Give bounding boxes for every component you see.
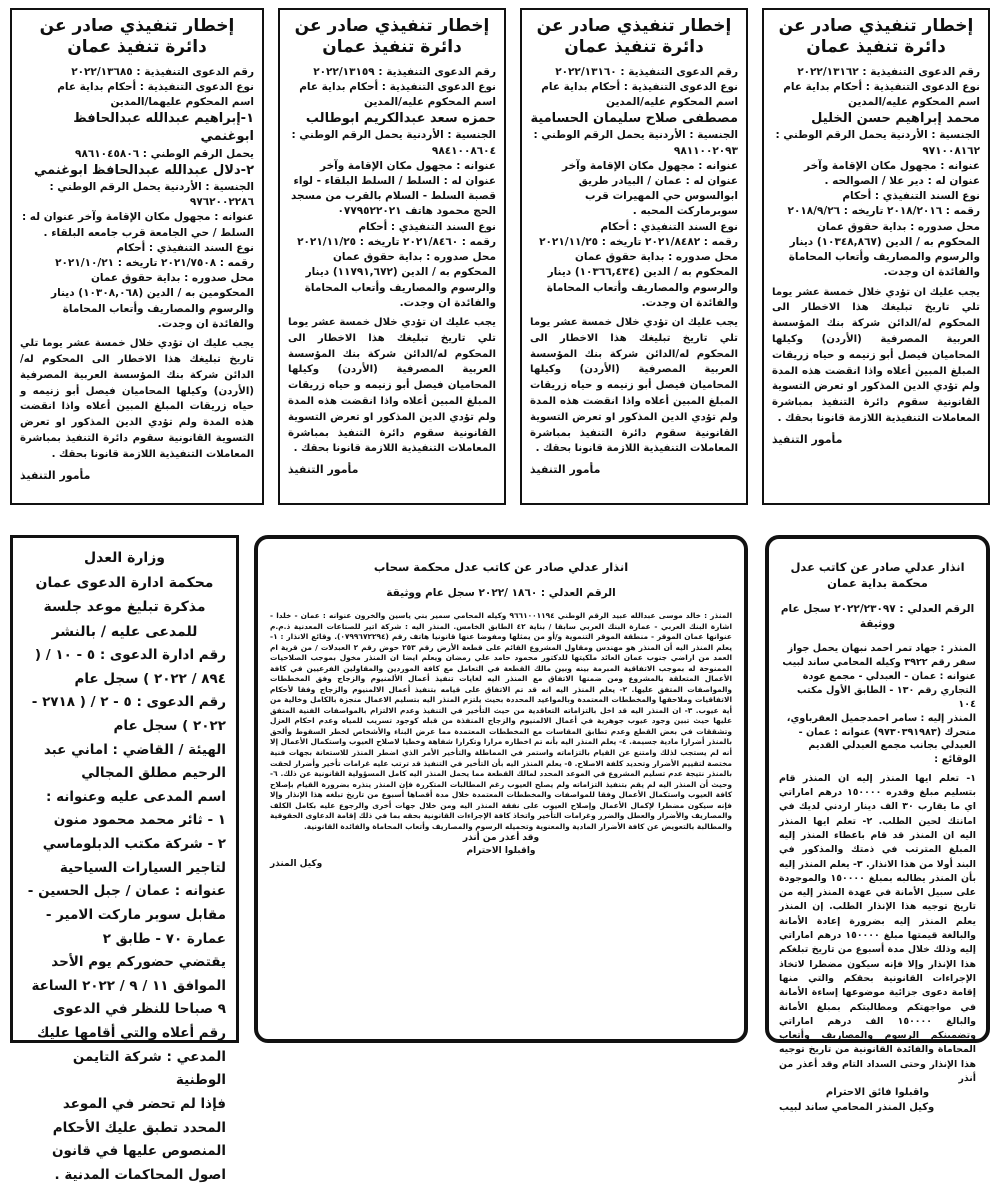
debtor-label: اسم المحكوم عليه/المدين [848, 95, 980, 108]
signature: مأمور التنفيذ [20, 468, 91, 482]
closing-1: وقد أعذر من أنذر [462, 833, 540, 844]
case-type: نوع الدعوى التنفيذية : أحكام بداية عام [299, 80, 496, 93]
origin: محل صدوره : بداية حقوق عمان [816, 220, 980, 233]
legal-notice-amman [765, 535, 990, 1113]
origin: محل صدوره : بداية حقوق عمان [332, 251, 496, 264]
amount: المحكوم به / الدين (١١٧٩١,٦٧٢) دينار والرسوم والمصاريف وأتعاب المحاماة والفائدة ان وجدت. [304, 266, 496, 309]
notice-body: يجب عليك ان تؤدي خلال خمسة عشر يوما تلي تاريخ تبليغك هذا الاخطار الى المحكوم له/الدائن شركة بنك المؤسسة العربية المصرفية (الأردن) وكيلها المحاميان فيصل أبو زنيمه و حياه زريقات المبلغ المبين أعلاه واذا انقضت هذه المدة ولم تؤدي الدين المذكور او تعرض التسوية القانونية سقوم دائرة التنفيذ بمباشرة المعاملات التنفيذية اللازمة قانونا بحقك . [530, 316, 738, 455]
bond-type: نوع السند التنفيذي : أحكام [600, 220, 738, 233]
case-type: نوع الدعوى التنفيذية : أحكام بداية عام [783, 80, 980, 93]
case-number: رقم الدعوى التنفيذية : ٢٠٢٢/١٣١٥٩ [313, 65, 496, 78]
sender: المنذر : جهاد تمر احمد نبهان يحمل جواز سفر رقم ٣٩٢٢ وكيله المحامي ساند لبيب عنوانه : عمان - العبدلي - مجمع عودة التجاري رقم ١٣٠ - الطابق الأول مكتب ١٠٤ [782, 643, 976, 710]
judge: الهيئة / القاضي : اماني عبد الرحيم مطلق المجالي [43, 741, 226, 782]
recipient: المنذر إليه : سامر احمدجميل العقرباوي، متحرك (٩٧٣٠٣٩١٩٨٣) عنوانه : عمان - العبدلي بجانب مجمع العبدلي القديم [786, 712, 976, 752]
case-number: رقم الدعوى التنفيذية : ٢٠٢٢/١٣٦٨٥ [71, 65, 254, 78]
execution-notice-4 [10, 8, 264, 505]
address: عنوانه : مجهول مكان الإقامة وآخر عنوان له : السلط / حي الجامعة قرب جامعه البلقاء . [21, 211, 254, 239]
notice-body: يجب عليك ان تؤدي خلال خمسة عشر يوما تلي تاريخ تبليغك هذا الاخطار الى المحكوم له/الدائن شركة بنك المؤسسة العربية المصرفية (الأردن) وكيلها المحاميان فيصل أبو زنيمه و حياه زريقات المبلغ المبين أعلاه واذا انقضت هذه المدة ولم تؤدي الدين المذكور او تعرض التسوية القانونية سقوم دائرة التنفيذ بمباشرة المعاملات التنفيذية اللازمة قانونا بحقك . [20, 338, 254, 460]
debtor-name: مصطفى صلاح سليمان الحسامية [530, 111, 738, 127]
notice-body: يجب عليك ان تؤدي خلال خمسة عشر يوما تلي تاريخ تبليغك هذا الاخطار الى المحكوم له/الدائن شركة بنك المؤسسة العربية المصرفية (الأردن) وكيلها المحاميان فيصل أبو زنيمه و حياه زريقات المبلغ المبين أعلاه واذا انقضت هذه المدة ولم تؤدي الدين المذكور او تعرض التسوية القانونية سقوم دائرة التنفيذ بمباشرة المعاملات التنفيذية اللازمة قانونا بحقك . [772, 286, 980, 425]
debtor-name-2: ٢-دلال عبدالله عبدالحافظ ابوغنمي [33, 162, 254, 178]
amount: المحكوم به / الدين (١٠٣٤٨,٨٦٧) دينار والرسوم والمصاريف وأتعاب المحاماة والفائدة ان وجدت. [788, 235, 980, 279]
notice-title: إخطار تنفيذي صادر عن دائرة تنفيذ عمان [294, 16, 490, 58]
defendant-label: اسم المدعى عليه وعنوانه : [45, 788, 226, 805]
reference-number: الرقم العدلي : ٢٠٢٢/٢٣٠٩٧ سجل عام ووثيقة [780, 603, 975, 630]
debtor-label: اسم المحكوم عليه/المدين [364, 95, 496, 108]
debtor-name: ١-إبراهيم عبدالله عبدالحافظ ابوغنمي [73, 111, 254, 145]
signature: وكيل المنذر المحامي ساند لبيب [779, 1101, 935, 1113]
defendant-address: عنوانه : عمان / جبل الحسين - مقابل سوبر ماركت الامير - عمارة ٧٠ - طابق ٢ [27, 883, 226, 947]
court-summons [10, 535, 239, 1183]
bond-type: نوع السند التنفيذي : أحكام [116, 241, 254, 254]
notice-title: انذار عدلي صادر عن كاتب عدل محكمة بداية عمان [790, 559, 965, 590]
case-number: رقم الدعوى : ٥ - ٢ / ( ٢٧١٨ - ٢٠٢٢ ) سجل عام [31, 694, 226, 734]
nationality: الجنسية : الأردنية يحمل الرقم الوطني : ٩٨١١٠٠٢٠٩٣ [533, 129, 738, 157]
facts-label: الوقائع : [934, 754, 976, 766]
amount: المحكومين به / الدين (١٠٣٠٨,٠٦٨) دينار والرسوم والمصاريف وأتعاب المحاماة والفائدة ان وجدت. [51, 287, 254, 330]
legal-notice-sahab [254, 535, 748, 1043]
address: عنوانه : مجهول مكان الإقامة وآخر عنوان له : دير علا / الصوالحه . [804, 159, 980, 187]
memo-title: مذكرة تبليغ موعد جلسة للمدعى عليه / بالنشر [43, 599, 206, 640]
execution-notice-1 [762, 8, 990, 505]
court-name: محكمة ادارة الدعوى عمان [35, 574, 214, 591]
execution-notice-2 [520, 8, 748, 505]
debtor-label: اسم المحكوم عليهما/المدين [110, 95, 254, 108]
debtor-name: محمد إبراهيم حسن الخليل [811, 111, 980, 127]
admin-case-number: رقم ادارة الدعوى : ٥ - ١٠ / ( ٨٩٤ / ٢٠٢٢ ) سجل عام [34, 647, 226, 687]
case-number: رقم الدعوى التنفيذية : ٢٠٢٢/١٣١٦٠ [555, 65, 738, 78]
bond-number: رقمه : ٢٠٢١/٧٥٠٨ تاريخه : ٢٠٢١/١٠/٢١ [55, 257, 254, 270]
nationality: الجنسية : الأردنية يحمل الرقم الوطني : ٩٧٦٢٠٠٢٢٨٦ [49, 180, 254, 209]
facts: ١- تعلم ايها المنذر إليه ان المنذر قام بتسليم مبلغ وقدره ١٥٠٠٠٠ درهم اماراتي اي ما يقارب ٣٠ الف دينار اردني لديك في امانتك لحين الطلب. ٢- تعلم ايها المنذر اليه ان المنذر قد قام باعطاء المنذر إليه المبلغ المترتب في ذمتك والمذكور في البند أولا من هذا الانذار. ٣- يعلم المنذر إليه بأن المنذر يطالبه بمبلغ ١٥٠٠٠٠ والموجودة على سبيل الأمانة في عهدة المنذر إليه من تاريخ توجيه هذا الإنذار الطلب. إن المنذر يعلم المنذر إليه بضرورة إعادة الأمانة والبالغة قيمتها مبلغ ١٥٠٠٠٠ درهم اماراتي إليه وذلك خلال مدة أسبوع من تاريخ تبلغكم هذا الإنذار وإلا فإنه سيكون مضطرا لاتخاذ الإجراءات القانونية بحقكم والتي منها إقامة دعوى جزائية موضوعها إساءة الأمانة في مواجهتكم ومطالبتكم بمبلغ الأمانة والبالغ ١٥٠٠٠٠ الف درهم اماراتي وتضمينكم الرسوم والمصاريف وأتعاب المحاماة والفائدة القانونية من تاريخ توجيه هذا الإنذار وحتى السداد التام وقد أعذر من أنذر [779, 772, 977, 1085]
debtor-national-id: يحمل الرقم الوطني : ٩٨٦١٠٤٥٨٠٦ [75, 147, 254, 160]
notice-body: يجب عليك ان تؤدي خلال خمسة عشر يوما تلي تاريخ تبليغك هذا الاخطار الى المحكوم له/الدائن شركة بنك المؤسسة العربية المصرفية (الأردن) وكيلها المحاميان فيصل أبو زنيمه و حياه زريقات المبلغ المبين أعلاه واذا انقضت هذه المدة ولم تؤدي الدين المذكور او تعرض التسوية القانونية سقوم دائرة التنفيذ بمباشرة المعاملات التنفيذية اللازمة قانونا بحقك . [288, 316, 496, 455]
case-type: نوع الدعوى التنفيذية : أحكام بداية عام [541, 80, 738, 93]
nationality: الجنسية : الأردنية يحمل الرقم الوطني : ٩٧١٠٠٨١٦٢ [775, 129, 980, 157]
bond-type: نوع السند التنفيذي : أحكام [358, 220, 496, 233]
closing: واقبلوا فائق الاحترام [825, 1087, 930, 1099]
reference-number: الرقم العدلي : ١٨٦٠ /٢٠٢٢ سجل عام ووثيقة [386, 587, 616, 600]
origin: محل صدوره : بداية حقوق عمان [574, 251, 738, 264]
nationality: الجنسية : الأردنية يحمل الرقم الوطني : ٩٨٤١٠٠٨٦٠٤ [291, 129, 496, 157]
notice-title: انذار عدلي صادر عن كاتب عدل محكمة سحاب [373, 559, 629, 574]
bond-number: رقمه : ٢٠٢١/٨٤٨٢ تاريخه : ٢٠٢١/١١/٢٥ [539, 235, 738, 248]
amount: المحكوم به / الدين (١٠٣٦٦,٤٣٤) دينار والرسوم والمصاريف وأتعاب المحاماة والفائدة ان وجدت. [546, 266, 738, 309]
signature: وكيل المنذر [270, 859, 323, 870]
bond-number: رقمه : ٢٠٢١/٨٤٦٠ تاريخه : ٢٠٢١/١١/٢٥ [297, 235, 496, 248]
ministry: وزارة العدل [84, 550, 165, 566]
warning-text: فإذا لم تحضر في الموعد المحدد تطبق عليك الأحكام المنصوص عليها في قانون اصول المحاكمات المدنية . [52, 1095, 226, 1183]
signature: مأمور التنفيذ [530, 463, 601, 477]
address: عنوانه : مجهول مكان الإقامة وآخر عنوان له : عمان / البيادر طريق ابوالسوس حي المهيرات قرب سوبرماركت المحبه . [562, 159, 738, 218]
case-number: رقم الدعوى التنفيذية : ٢٠٢٢/١٣١٦٢ [797, 65, 980, 78]
notice-title: إخطار تنفيذي صادر عن دائرة تنفيذ عمان [536, 16, 732, 58]
notice-title: إخطار تنفيذي صادر عن دائرة تنفيذ عمان [778, 16, 974, 58]
signature: مأمور التنفيذ [288, 463, 359, 477]
notice-title: إخطار تنفيذي صادر عن دائرة تنفيذ عمان [39, 16, 235, 58]
summons-text: يقتضي حضوركم يوم الأحد الموافق ١١ / ٩ / ٢٠٢٢ الساعة ٩ صباحا للنظر في الدعوى رقم أعلاه والتي أقامها عليك المدعي : شركة التايمن الوطنية [31, 954, 226, 1089]
case-type: نوع الدعوى التنفيذية : أحكام بداية عام [57, 80, 254, 93]
bond-number: رقمه : ٢٠١٨/٢٠١٦ تاريخه : ٢٠١٨/٩/٢٦ [787, 205, 980, 218]
debtor-label: اسم المحكوم عليه/المدين [606, 95, 738, 108]
signature: مأمور التنفيذ [772, 432, 843, 446]
defendant-1: ١ - ثائر محمد محمود منون [53, 812, 226, 829]
address: عنوانه : مجهول مكان الإقامة وآخر عنوان له : السلط / السلط البلقاء - لواء قصبة السلط - السلام بالقرب من مسجد الحج محمود هاتف ٠٧٧٩٥٢٢٠٢١ [290, 159, 496, 218]
debtor-name: حمزه سعد عبدالكريم ابوطالب [305, 111, 496, 127]
closing-2: واقبلوا الاحترام [466, 846, 536, 857]
defendant-2: ٢ - شركة مكتب الدبلوماسي لتاجير السيارات السياحية [42, 836, 226, 876]
bond-type: نوع السند التنفيذي : أحكام [842, 190, 980, 203]
execution-notice-3 [278, 8, 506, 505]
notice-body: المنذر : خالد موسى عبدالله عبيد الرقم الوطني ٩٦٦١٠٠١١٩٤ وكيله المحامي سمير بني ياسين والخرون عنوانه : عمان - خلدا - اشارة البنك العربي - عمارة البنك العربي سابقا / بناية ٤٢ الطابق الخامس. المنذر اليه : شركة اتير للصناعات المعدنية ذ.م.م عنوانها عمان الموقر - منطقة الموقر التنموية و/أو من يمثلها ومفوضا عنها قانونيا هاتف رقم (٠٧٩٩٦٧٢٢٩٤). وقائع الانذار : ١- يعلم المنذر اليه أن المنذر هو مهندس ومقاول المشروع القائم على قطعة الأرض رقم ٢٥٣ حوض رقم ٢ العبدلات / من قرية ام العمد من اراضي جنوب عمان العائد ملكيتها للدكتور محمود حامد علي رمضان ويعلم ايضا ان المنذر مخول بموجب الصلاحيات الممنوحة له بموجب الاتفاقية المبرمة بينه وبين مالك القطعة في التعامل مع كافة الموردين والمقاولين الفرعيين في كافة الأعمال المتعلقة بالمشروع ومن ضمنها الاتفاق مع المنذر اليه لغايات تنفيذ أعمال الألمنيوم والزجاج وفق المخططات والمواصفات المتفق عليها. ٢- يعلم المنذر اليه انه قد تم الاتفاق على قيامه بتنفيذ أعمال الالمنيوم والزجاج وفقا لأحكام الاتفاقيات وملاحقها والمخططات المعتمدة وبالمواعيد المحددة بحيث يلتزم المنذر اليه بتسليم الاعمال منجزة بالكامل وخالية من أية عيوب. ٣- ان المنذر اليه قد اخل بالتزاماته التعاقدية من حيث التأخير في التنفيذ وعدم الالتزام بالمواصفات الفنية المتفق عليها حيث تبين وجود عيوب جوهرية في أعمال الالمنيوم والزجاج المنفذة من قبله كوجود تسريب للمياه وعدم احكام العزل وتشققات في بعض القطع وعدم تطابق المقاسات مع المخططات المعتمدة مما عرض البناء والأشخاص لخطر السقوط وألحق بالمنذر أضرارا مادية جسيمة. ٤- يعلم المنذر اليه بأنه تم اخطاره مرارا وتكرارا شفاهة وخطيا لاصلاح العيوب واستكمال الأعمال إلا أنه لم يستجب لذلك وامتنع عن القيام بالتزاماته واستمر في المماطلة والتأخير الأمر الذي اضطر المنذر للاستعانة بجهات فنية مختصة لتقييم الأضرار وتحديد كلفة الاصلاح. ٥- يعلم المنذر اليه بأن التأخير في التنفيذ قد ترتب عليه غرامات تأخير وأضرار لحقت بالمنذر نتيجة عدم تسليم المشروع في الموعد المحدد لمالك القطعة مما يحمل المنذر اليه كامل المسؤولية القانونية عن ذلك. ٦- وحيث أن المنذر اليه لم يقم بتنفيذ التزاماته ولم يصلح العيوب رغم المطالبات المتكررة فإن المنذر ينذره بضرورة القيام بإصلاح كافة العيوب واستكمال الأعمال وفقا للمواصفات والمخططات المعتمدة خلال مدة أقصاها أسبوع من تاريخ تبلغه هذا الإنذار وإلا فإنه سيكون مضطرا لإكمال الأعمال وإصلاح العيوب على نفقة المنذر اليه ومن خلال جهات أخرى والرجوع عليه بكامل الكلف والمصاريف والأضرار والعطل والضرر وغرامات التأخير واتخاذ كافة الإجراءات القانونية بحقه بما في ذلك إقامة الدعاوى الحقوقية والمطالبة بالتعويض عن كافة الأضرار المادية والمعنوية وتحميله الرسوم والمصاريف وأتعاب المحاماة والفائدة القانونية. [270, 611, 732, 831]
origin: محل صدوره : بداية حقوق عمان [90, 272, 254, 285]
